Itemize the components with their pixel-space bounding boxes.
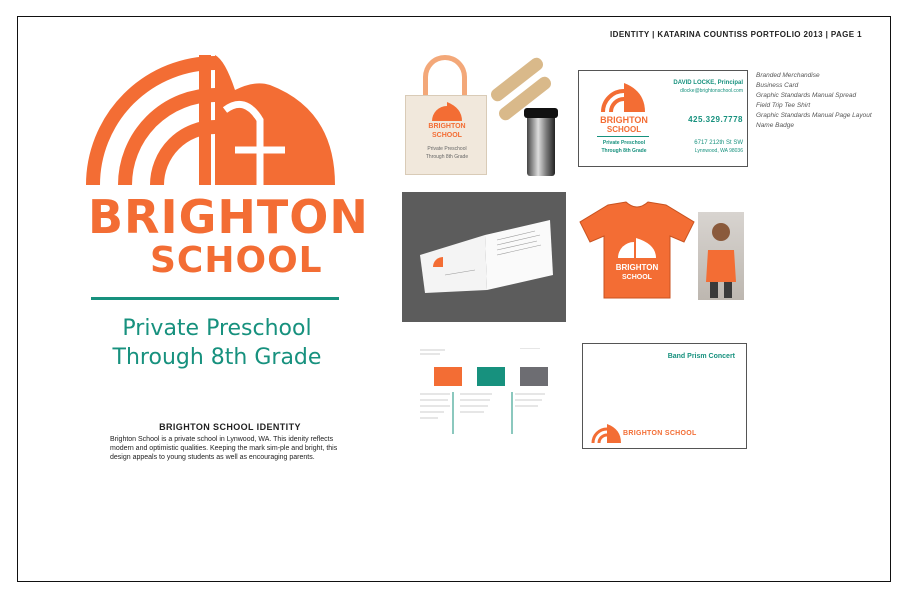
swatch-orange bbox=[434, 367, 462, 386]
tee-text-brighton: BRIGHTON bbox=[615, 263, 659, 272]
caption-item: Graphic Standards Manual Spread bbox=[756, 92, 857, 99]
tote-text-school: SCHOOL bbox=[432, 132, 462, 139]
tagline-line-1: Private Preschool bbox=[122, 316, 312, 341]
student-photo bbox=[698, 212, 744, 300]
card-phone: 425.329.7778 bbox=[688, 115, 743, 124]
badge-logo-icon bbox=[591, 422, 623, 444]
standards-page-image bbox=[420, 348, 560, 440]
name-badge bbox=[582, 343, 747, 449]
caption-item: Graphic Standards Manual Page Layout bbox=[756, 112, 872, 119]
brighton-logo-mark bbox=[85, 50, 340, 190]
logo-wordmark-school: SCHOOL bbox=[150, 240, 323, 281]
card-email: dlocke@brightonschool.com bbox=[680, 88, 743, 94]
logo-wordmark-brighton: BRIGHTON bbox=[88, 190, 369, 244]
logo-tagline bbox=[91, 314, 343, 372]
tote-tag-2: Through 8th Grade bbox=[425, 154, 469, 160]
tumbler-lid bbox=[524, 108, 558, 118]
description-body: Brighton School is a private school in Lynwood, WA. This idenity reflects modern and optimistic qualities. Keeping the mark sim-ple and bright, this design appeals to young students as well as encouraging parents. bbox=[110, 436, 338, 461]
page-header: IDENTITY | KATARINA COUNTISS PORTFOLIO 2013 | PAGE 1 bbox=[610, 30, 862, 39]
tee-text-school: SCHOOL bbox=[622, 274, 652, 281]
business-card bbox=[578, 70, 748, 167]
tote-text-brighton: BRIGHTON bbox=[428, 123, 466, 130]
tote-body bbox=[405, 95, 487, 175]
standards-page-lines bbox=[420, 348, 560, 440]
caption-list bbox=[756, 72, 876, 132]
tagline-line-2: Through 8th Grade bbox=[112, 345, 322, 370]
caption-item: Business Card bbox=[756, 82, 799, 89]
card-divider bbox=[597, 136, 649, 137]
caption-item: Field Trip Tee Shirt bbox=[756, 102, 811, 109]
card-tagline-1: Private Preschool bbox=[602, 140, 646, 146]
swatch-gray bbox=[520, 367, 548, 386]
badge-event-title: Band Prism Concert bbox=[667, 353, 735, 360]
open-book-image bbox=[415, 215, 555, 295]
swatch-teal bbox=[477, 367, 505, 386]
tote-logo-icon bbox=[430, 100, 464, 122]
caption-item: Name Badge bbox=[756, 122, 794, 129]
tote-bag-image bbox=[405, 55, 487, 175]
tumbler-image bbox=[527, 110, 555, 176]
card-tagline-2: Through 8th Grade bbox=[601, 148, 647, 154]
card-logo-school: SCHOOL bbox=[606, 125, 642, 134]
tote-tag-1: Private Preschool bbox=[427, 146, 467, 152]
logo-divider bbox=[91, 297, 339, 300]
description-title: BRIGHTON SCHOOL IDENTITY bbox=[159, 422, 301, 432]
card-name: DAVID LOCKE, Principal bbox=[673, 80, 743, 86]
card-logo-brighton: BRIGHTON bbox=[600, 115, 648, 125]
card-address-1: 6717 212th St SW bbox=[694, 140, 743, 146]
caption-item: Branded Merchandise bbox=[756, 72, 820, 79]
card-address-2: Lynnwood, WA 98036 bbox=[694, 148, 743, 154]
student-figure bbox=[698, 212, 744, 300]
tee-shirt-image bbox=[578, 200, 696, 300]
badge-school-name: BRIGHTON SCHOOL bbox=[623, 430, 697, 437]
card-logo-icon bbox=[601, 81, 647, 113]
